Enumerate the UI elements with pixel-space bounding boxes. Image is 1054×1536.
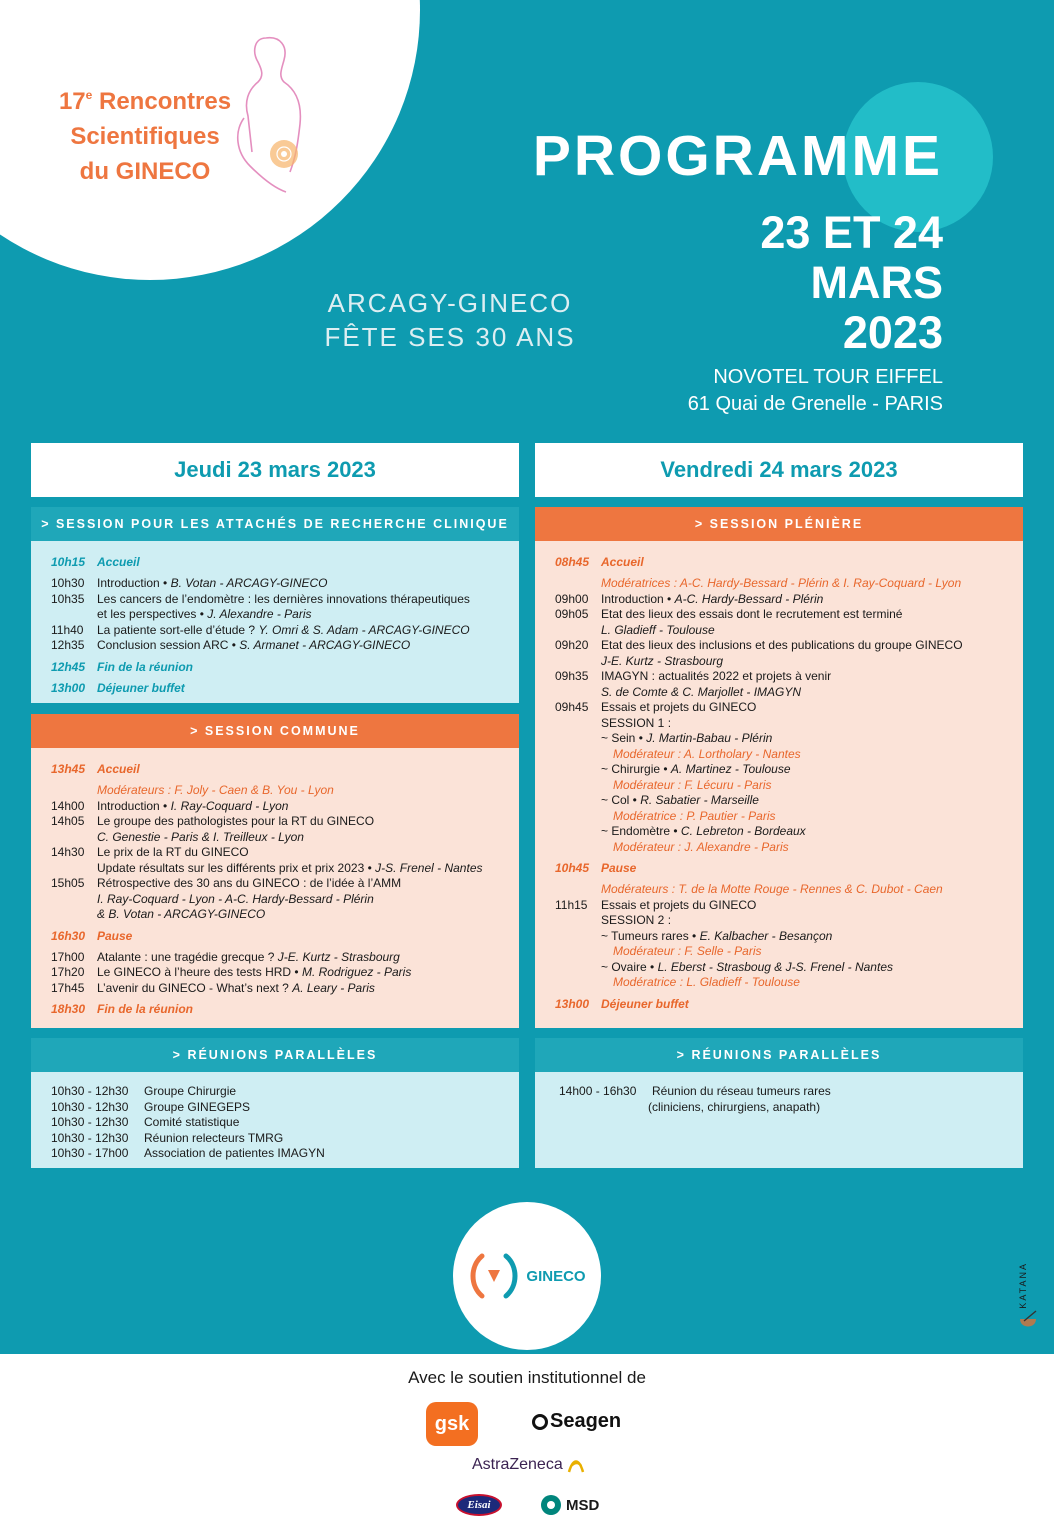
pleniere-row bbox=[555, 592, 1011, 608]
label: Fin de la réunion bbox=[97, 1002, 194, 1016]
time: 10h35 bbox=[51, 591, 85, 606]
track-item bbox=[555, 960, 1011, 976]
commune-accueil bbox=[51, 762, 507, 777]
pleniere-session-panel bbox=[535, 507, 1023, 1028]
talk-title: Introduction • bbox=[97, 576, 171, 590]
anniversary-text bbox=[250, 286, 650, 354]
talk-title: Le GINECO à l’heure des tests HRD • bbox=[97, 965, 302, 979]
meeting-name: Réunion du réseau tumeurs rares bbox=[652, 1084, 831, 1098]
talk-title: Atalante : une tragédie grecque ? bbox=[97, 949, 278, 964]
talk-title: La patiente sort-elle d’étude ? bbox=[97, 622, 259, 637]
speaker: J-E. Kurtz - Strasbourg bbox=[277, 949, 400, 964]
label: Accueil bbox=[97, 555, 140, 569]
time: 14h30 bbox=[51, 845, 85, 859]
time: 18h30 bbox=[51, 1002, 86, 1016]
time: 10h30 - 12h30 bbox=[51, 1130, 129, 1145]
label: Accueil bbox=[97, 762, 140, 776]
speaker: A. Leary - Paris bbox=[292, 980, 375, 995]
track-label: ~ Col • bbox=[601, 793, 641, 807]
track-label: ~ Ovaire • bbox=[601, 959, 658, 974]
pleniere-pause bbox=[555, 861, 1011, 876]
label: Pause bbox=[601, 861, 637, 875]
brand-line3-name: GINECO bbox=[115, 158, 211, 185]
commune-fin bbox=[51, 1002, 507, 1017]
commune-row bbox=[51, 799, 507, 815]
speaker: & B. Votan - ARCAGY-GINECO bbox=[97, 907, 266, 921]
brand-line3-pre: du bbox=[79, 158, 109, 185]
arc-session-panel bbox=[31, 507, 519, 703]
time: 13h00 bbox=[555, 996, 590, 1011]
pleniere-accueil bbox=[555, 555, 1011, 570]
track-label: ~ Tumeurs rares • bbox=[601, 928, 700, 943]
track-item bbox=[555, 929, 1011, 945]
time: 11h15 bbox=[555, 897, 588, 912]
time: 13h00 bbox=[51, 680, 86, 695]
arc-row bbox=[51, 623, 507, 639]
time: 10h30 - 12h30 bbox=[51, 1099, 129, 1114]
time: 09h45 bbox=[555, 700, 589, 714]
moderators: Modératrices : A-C. Hardy-Bessard - Plérin & I. Ray-Coquard - Lyon bbox=[601, 576, 962, 590]
pleniere-row bbox=[555, 638, 1011, 669]
arc-row bbox=[51, 592, 507, 623]
label: Pause bbox=[97, 928, 133, 943]
pleniere-row bbox=[555, 700, 1011, 731]
time: 14h00 bbox=[51, 798, 85, 813]
track-label: ~ Chirurgie • bbox=[601, 762, 671, 776]
time: 12h45 bbox=[51, 659, 86, 674]
time: 09h00 bbox=[555, 591, 589, 606]
astrazeneca-logo bbox=[472, 1454, 587, 1476]
session-label: SESSION 2 : bbox=[601, 913, 672, 927]
track-moderator: Modératrice : P. Pautier - Paris bbox=[613, 808, 776, 823]
time: 08h45 bbox=[555, 555, 590, 569]
speaker: C. Genestie - Paris & I. Treilleux - Lyon bbox=[97, 829, 304, 844]
parallel-row-cont bbox=[559, 1100, 1011, 1116]
track-moderator: Modérateur : F. Lécuru - Paris bbox=[613, 777, 772, 792]
time: 17h45 bbox=[51, 980, 85, 995]
parallel-row bbox=[51, 1115, 507, 1131]
speaker: J. Alexandre - Paris bbox=[207, 607, 312, 621]
arc-accueil bbox=[51, 555, 507, 570]
commune-row bbox=[51, 814, 507, 845]
talk-title: Introduction • bbox=[601, 591, 675, 606]
brand-number-sup: e bbox=[85, 88, 93, 102]
time: 17h20 bbox=[51, 965, 85, 979]
gineco-logo-text: GINECO bbox=[526, 1267, 586, 1285]
speaker: C. Lebreton - Bordeaux bbox=[680, 824, 806, 838]
katana-label: KATANA bbox=[1018, 1262, 1028, 1309]
parallel2-panel bbox=[535, 1038, 1023, 1168]
track-label: ~ Sein • bbox=[601, 731, 647, 745]
seagen-logo-text: Seagen bbox=[550, 1410, 622, 1432]
time: 10h45 bbox=[555, 861, 590, 875]
talk-title: Conclusion session ARC • bbox=[97, 638, 240, 652]
speaker: J. Martin-Babau - Plérin bbox=[646, 731, 773, 745]
speaker: J-E. Kurtz - Strasbourg bbox=[601, 653, 724, 668]
talk-title: IMAGYN : actualités 2022 et projets à venir bbox=[601, 669, 832, 683]
arc-fin bbox=[51, 660, 507, 675]
arc-row bbox=[51, 576, 507, 592]
time: 11h40 bbox=[51, 622, 84, 637]
date-line1: 23 ET 24 bbox=[760, 207, 943, 258]
parallel-row bbox=[51, 1084, 507, 1100]
talk-title: Etat des lieux des essais dont le recrutement est terminé bbox=[601, 607, 903, 621]
commune-row bbox=[51, 876, 507, 923]
gineco-logo bbox=[453, 1202, 601, 1350]
gineco-emblem-icon bbox=[468, 1250, 520, 1302]
meeting-name: Association de patientes IMAGYN bbox=[144, 1146, 325, 1160]
time: 09h05 bbox=[555, 607, 589, 621]
commune-session-title: > SESSION COMMUNE bbox=[31, 714, 519, 748]
msd-logo bbox=[540, 1494, 599, 1516]
astrazeneca-logo-text: AstraZeneca bbox=[472, 1456, 563, 1473]
anniv-line1: ARCAGY-GINECO bbox=[327, 288, 573, 318]
track-item bbox=[555, 731, 1011, 747]
eisai-logo bbox=[456, 1494, 502, 1516]
talk-title: Les cancers de l’endomètre : les dernières innovations thérapeutiques bbox=[97, 591, 470, 606]
date-line3: 2023 bbox=[842, 307, 943, 358]
parallel2-title: > RÉUNIONS PARALLÈLES bbox=[535, 1038, 1023, 1072]
seagen-mark-icon bbox=[532, 1414, 548, 1430]
anniv-line2: FÊTE SES 30 ANS bbox=[324, 322, 576, 352]
venue-line1: NOVOTEL TOUR EIFFEL bbox=[713, 366, 943, 388]
speaker: M. Rodriguez - Paris bbox=[301, 965, 412, 979]
arc-dejeuner bbox=[51, 681, 507, 696]
session-label: SESSION 1 : bbox=[601, 715, 672, 730]
day2-header: Vendredi 24 mars 2023 bbox=[535, 443, 1023, 497]
speaker: S. Armanet - ARCAGY-GINECO bbox=[239, 638, 411, 652]
speaker: Y. Omri & S. Adam - ARCAGY-GINECO bbox=[258, 622, 470, 637]
speaker: J-S. Frenel - Nantes bbox=[375, 860, 483, 875]
meeting-name: Réunion relecteurs TMRG bbox=[144, 1130, 284, 1145]
arc-row bbox=[51, 638, 507, 654]
brand-line2: Scientifiques bbox=[70, 123, 220, 150]
time: 17h00 bbox=[51, 949, 85, 964]
speaker: B. Votan - ARCAGY-GINECO bbox=[170, 576, 328, 590]
time: 12h35 bbox=[51, 638, 85, 652]
brand-number: 17 bbox=[58, 88, 86, 115]
meeting-detail: (cliniciens, chirurgiens, anapath) bbox=[648, 1099, 821, 1114]
track-label: ~ Endomètre • bbox=[601, 824, 681, 838]
katana-credit bbox=[1018, 1262, 1040, 1350]
label: Déjeuner buffet bbox=[601, 996, 689, 1011]
gsk-logo bbox=[426, 1402, 478, 1446]
label: Accueil bbox=[601, 555, 644, 569]
venue-line2: 61 Quai de Grenelle - PARIS bbox=[687, 393, 943, 415]
pleniere-row bbox=[555, 898, 1011, 929]
msd-mark-icon bbox=[540, 1494, 562, 1516]
speaker: L. Gladieff - Toulouse bbox=[601, 622, 715, 637]
event-brand bbox=[30, 78, 260, 189]
track-moderator: Modérateur : A. Lortholary - Nantes bbox=[613, 746, 801, 761]
time: 09h20 bbox=[555, 638, 589, 652]
parallel1-title: > RÉUNIONS PARALLÈLES bbox=[31, 1038, 519, 1072]
talk-title: Le groupe des pathologistes pour la RT du GINECO bbox=[97, 814, 375, 828]
speaker: E. Kalbacher - Besançon bbox=[699, 928, 833, 943]
track-item bbox=[555, 824, 1011, 840]
commune-row bbox=[51, 845, 507, 876]
talk-title-cont: et les perspectives • bbox=[97, 607, 208, 621]
spacer bbox=[559, 1100, 652, 1116]
moderators: Modérateurs : F. Joly - Caen & B. You - Lyon bbox=[97, 783, 334, 797]
speaker: A. Martinez - Toulouse bbox=[670, 762, 791, 776]
date-line2: MARS bbox=[810, 257, 943, 308]
label: Déjeuner buffet bbox=[97, 680, 185, 695]
speaker: A-C. Hardy-Bessard - Plérin bbox=[674, 591, 824, 606]
time: 10h30 - 17h00 bbox=[51, 1146, 129, 1160]
eisai-logo-text: Eisai bbox=[456, 1494, 502, 1516]
page-title: PROGRAMME bbox=[532, 124, 943, 188]
support-text: Avec le soutien institutionnel de bbox=[408, 1368, 646, 1387]
event-date bbox=[640, 208, 943, 358]
gsk-logo-text: gsk bbox=[426, 1402, 478, 1446]
talk-title: Introduction • bbox=[97, 798, 171, 813]
time: 14h00 - 16h30 bbox=[559, 1084, 637, 1098]
speaker: I. Ray-Coquard - Lyon bbox=[170, 798, 289, 813]
parallel-row bbox=[51, 1100, 507, 1116]
time: 16h30 bbox=[51, 928, 86, 943]
arc-session-title: > SESSION POUR LES ATTACHÉS DE RECHERCHE CLINIQUE bbox=[31, 507, 519, 541]
talk-title: Essais et projets du GINECO bbox=[601, 897, 757, 912]
katana-bowl-icon bbox=[1018, 1309, 1038, 1331]
commune-row bbox=[51, 981, 507, 997]
time: 09h35 bbox=[555, 669, 589, 683]
time: 10h15 bbox=[51, 555, 86, 569]
track-moderator: Modérateur : J. Alexandre - Paris bbox=[613, 839, 789, 854]
day1-header: Jeudi 23 mars 2023 bbox=[31, 443, 519, 497]
talk-title: L’avenir du GINECO - What’s next ? bbox=[97, 980, 293, 995]
time: 10h30 - 12h30 bbox=[51, 1115, 129, 1129]
talk-title-cont: Update résultats sur les différents prix et prix 2023 • bbox=[97, 860, 376, 875]
speaker: I. Ray-Coquard - Lyon - A-C. Hardy-Bessard - Plérin bbox=[97, 891, 374, 906]
speaker: R. Sabatier - Marseille bbox=[640, 793, 759, 807]
parallel-row bbox=[559, 1084, 1011, 1100]
time: 10h30 - 12h30 bbox=[51, 1084, 129, 1098]
commune-row bbox=[51, 950, 507, 966]
commune-session-panel bbox=[31, 714, 519, 1028]
commune-pause bbox=[51, 929, 507, 944]
speaker: L. Eberst - Strasboug & J-S. Frenel - Nantes bbox=[657, 959, 893, 974]
parallel-row bbox=[51, 1146, 507, 1162]
time: 10h30 bbox=[51, 576, 85, 590]
talk-title: Le prix de la RT du GINECO bbox=[97, 845, 249, 859]
talk-title: Rétrospective des 30 ans du GINECO : de l’idée à l’AMM bbox=[97, 876, 402, 890]
meeting-name: Groupe GINEGEPS bbox=[144, 1099, 251, 1114]
meeting-name: Comité statistique bbox=[144, 1115, 240, 1129]
track-moderator: Modérateur : F. Selle - Paris bbox=[613, 944, 762, 958]
speaker: S. de Comte & C. Marjollet - IMAGYN bbox=[601, 684, 802, 699]
moderators: Modérateurs : T. de la Motte Rouge - Rennes & C. Dubot - Caen bbox=[601, 882, 943, 896]
talk-title: Essais et projets du GINECO bbox=[601, 700, 757, 714]
astrazeneca-swirl-icon bbox=[565, 1454, 587, 1476]
commune-row bbox=[51, 965, 507, 981]
track-item bbox=[555, 762, 1011, 778]
label: Fin de la réunion bbox=[97, 659, 194, 674]
talk-title: Etat des lieux des inclusions et des publications du groupe GINECO bbox=[601, 638, 963, 652]
pleniere-row bbox=[555, 669, 1011, 700]
time: 15h05 bbox=[51, 876, 85, 890]
pleniere-dejeuner bbox=[555, 997, 1011, 1012]
track-moderator: Modératrice : L. Gladieff - Toulouse bbox=[613, 975, 800, 989]
pleniere-row bbox=[555, 607, 1011, 638]
track-item bbox=[555, 793, 1011, 809]
meeting-name: Groupe Chirurgie bbox=[144, 1084, 237, 1098]
parallel-row bbox=[51, 1131, 507, 1147]
time: 14h05 bbox=[51, 814, 85, 828]
venue bbox=[560, 364, 943, 418]
pleniere-session-title: > SESSION PLÉNIÈRE bbox=[535, 507, 1023, 541]
parallel1-panel bbox=[31, 1038, 519, 1168]
msd-logo-text: MSD bbox=[566, 1496, 600, 1514]
brand-line1: Rencontres bbox=[99, 88, 232, 115]
time: 13h45 bbox=[51, 762, 86, 776]
seagen-logo bbox=[532, 1410, 621, 1433]
